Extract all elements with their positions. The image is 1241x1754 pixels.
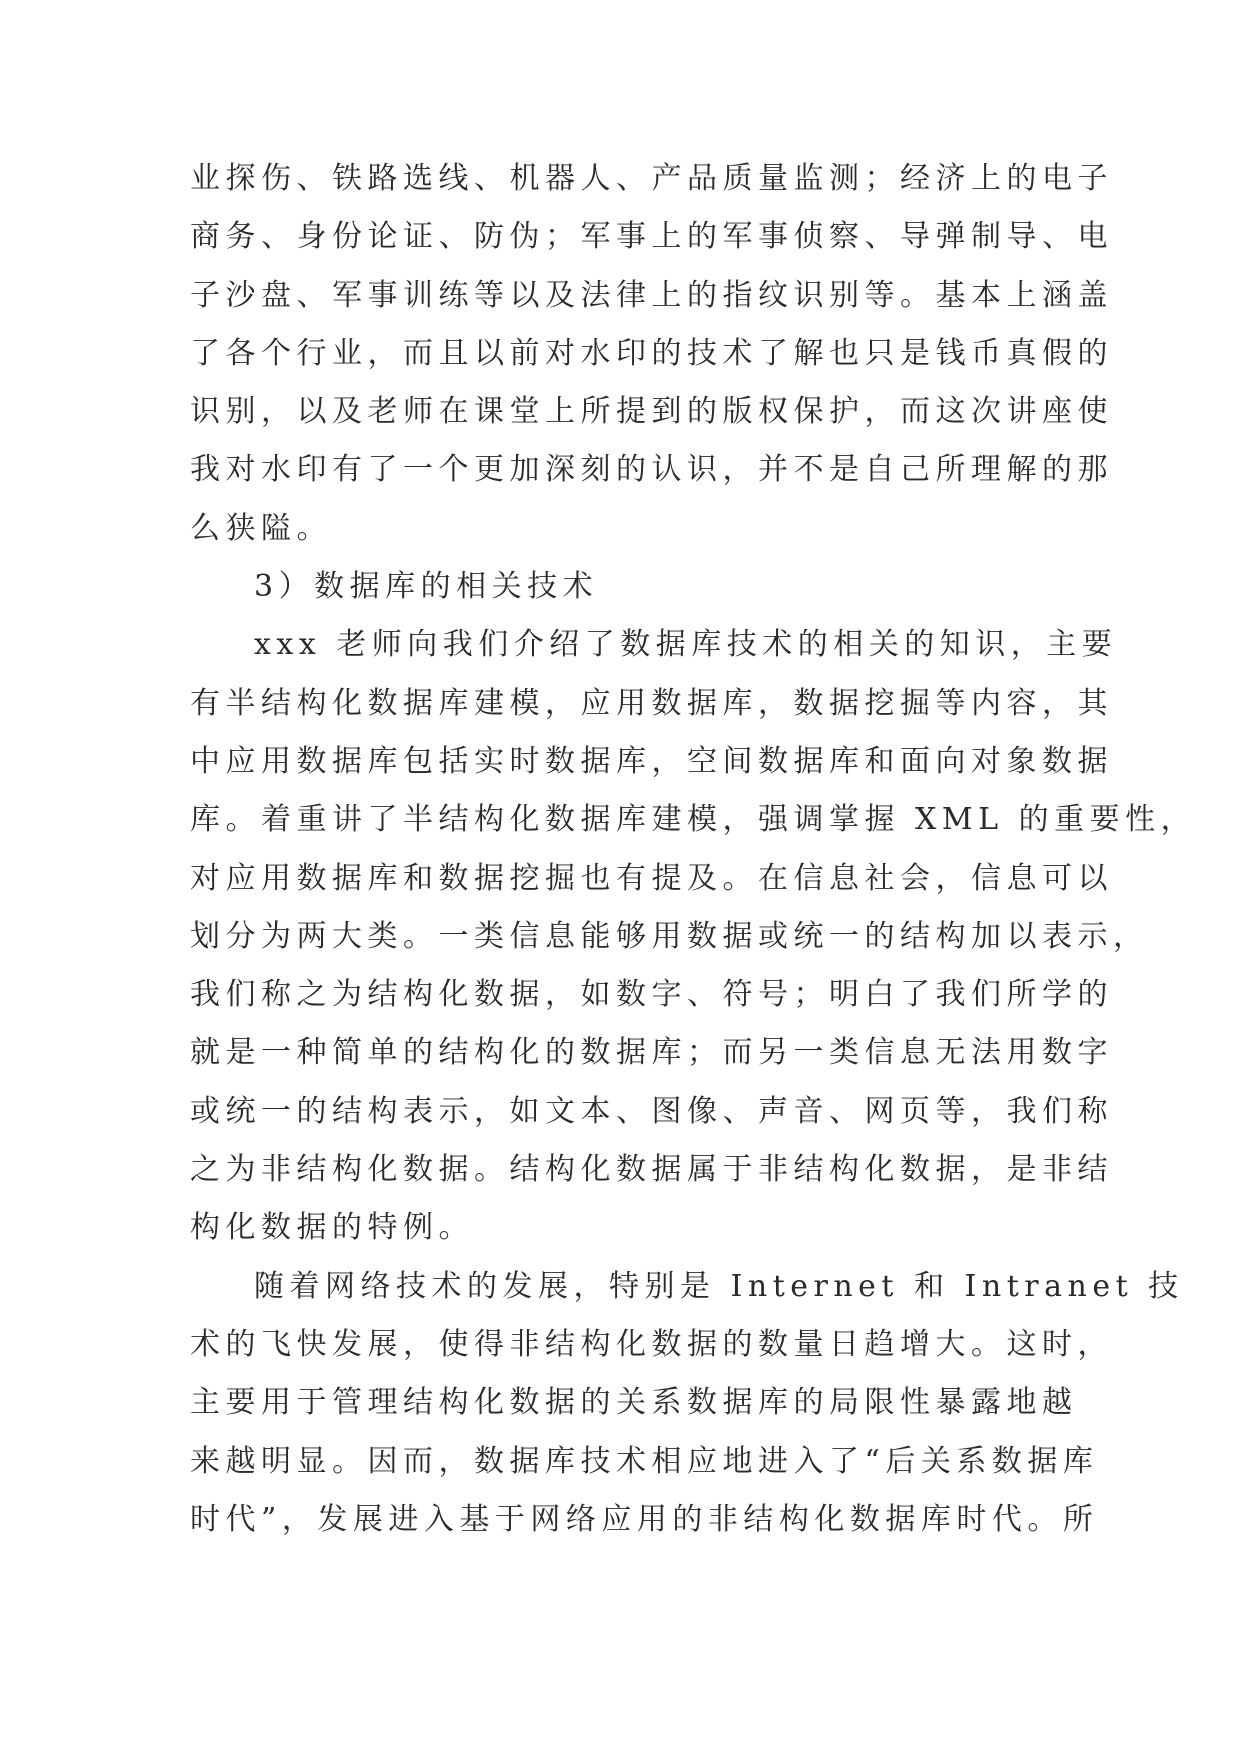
text-line: 时代”，发展进入基于网络应用的非结构化数据库时代。所	[190, 1501, 1099, 1537]
text-line: 识别，以及老师在课堂上所提到的版权保护，而这次讲座使	[190, 394, 1113, 430]
text-line: 主要用于管理结构化数据的关系数据库的局限性暴露地越	[190, 1385, 1078, 1421]
text-line: 了各个行业，而且以前对水印的技术了解也只是钱币真假的	[190, 335, 1113, 371]
text-line: 对应用数据库和数据挖掘也有提及。在信息社会，信息可以	[190, 860, 1113, 896]
text-line: 就是一种简单的结构化的数据库；而另一类信息无法用数字	[190, 1035, 1113, 1071]
text-line: 中应用数据库包括实时数据库，空间数据库和面向对象数据	[190, 743, 1113, 779]
text-line: 构化数据的特例。	[190, 1210, 474, 1246]
text-line: 之为非结构化数据。结构化数据属于非结构化数据，是非结	[190, 1152, 1113, 1188]
text-line: 我们称之为结构化数据，如数字、符号；明白了我们所学的	[190, 977, 1113, 1013]
text-line: 划分为两大类。一类信息能够用数据或统一的结构加以表示，	[190, 918, 1149, 954]
document-body	[190, 150, 1197, 1549]
text-line: 业探伤、铁路选线、机器人、产品质量监测；经济上的电子	[190, 161, 1113, 196]
paragraph-start-line: xxx 老师向我们介绍了数据库技术的相关的知识，主要	[254, 627, 1118, 663]
text-line: 商务、身份论证、防伪；军事上的军事侦察、导弹制导、电	[190, 219, 1113, 255]
text-line: 或统一的结构表示，如文本、图像、声音、网页等，我们称	[190, 1093, 1113, 1129]
paragraph-start-line: 随着网络技术的发展，特别是 Internet 和 Intranet 技	[254, 1268, 1184, 1304]
text-line: 我对水印有了一个更加深刻的认识，并不是自己所理解的那	[190, 452, 1113, 488]
text-line: 术的飞快发展，使得非结构化数据的数量日趋增大。这时，	[190, 1326, 1113, 1362]
text-line: 来越明显。因而，数据库技术相应地进入了“后关系数据库	[190, 1443, 1099, 1479]
text-line: 库。着重讲了半结构化数据库建模，强调掌握 XML 的重要性，	[190, 802, 1197, 838]
text-line: 子沙盘、军事训练等以及法律上的指纹识别等。基本上涵盖	[190, 277, 1113, 313]
text-line: 么狭隘。	[190, 510, 332, 546]
section-heading: 3）数据库的相关技术	[254, 569, 599, 605]
text-line: 有半结构化数据库建模，应用数据库，数据挖掘等内容，其	[190, 685, 1113, 721]
